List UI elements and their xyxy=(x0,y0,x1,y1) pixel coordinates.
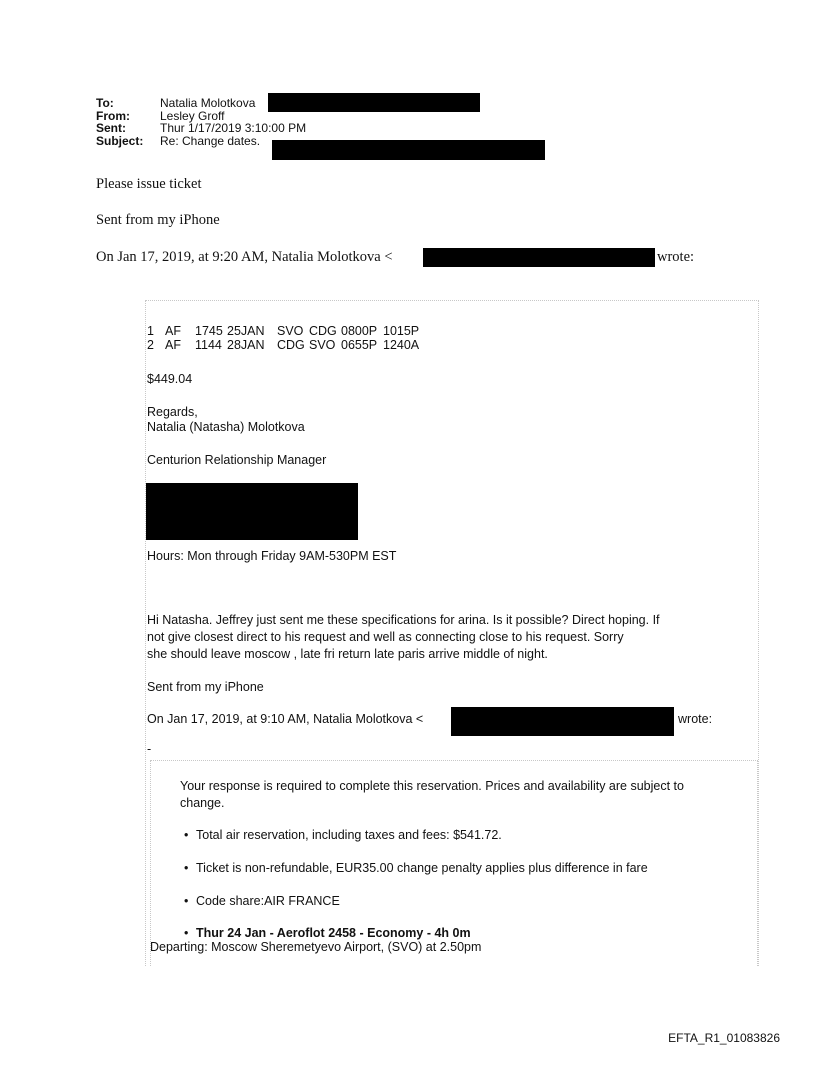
quoted-hours: Hours: Mon through Friday 9AM-530PM EST xyxy=(147,549,397,563)
bullet-item: • Code share:AIR FRANCE xyxy=(184,894,340,908)
redaction-contact-block xyxy=(146,483,358,540)
redaction-quote-email xyxy=(423,248,655,267)
quoted-signature: Sent from my iPhone xyxy=(147,680,264,694)
to-value: Natalia Molotkova xyxy=(160,96,256,110)
quoted-quote-intro: On Jan 17, 2019, at 9:10 AM, Natalia Molotkova < xyxy=(147,712,424,726)
subject-label: Subject: xyxy=(96,133,144,148)
flight-row: 1 AF 1745 25JAN SVO CDG 0800P 1015P xyxy=(147,324,420,338)
sent-label: Sent: xyxy=(96,121,126,135)
bullet-item: • Ticket is non-refundable, EUR35.00 change penalty applies plus difference in fare xyxy=(184,861,648,875)
reply-quote-wrote: wrote: xyxy=(657,249,695,265)
notice-line: Your response is required to complete this reservation. Prices and availability are subject to xyxy=(180,779,684,793)
document-id: EFTA_R1_01083826 xyxy=(668,1031,780,1045)
from-value: Lesley Groff xyxy=(160,108,225,123)
redaction-subject xyxy=(272,140,545,160)
notice-line: change. xyxy=(180,796,225,810)
quoted-quote-wrote: wrote: xyxy=(678,712,713,726)
flight-heading: • Thur 24 Jan - Aeroflot 2458 - Economy - 4h 0m xyxy=(184,926,471,940)
from-label: From: xyxy=(96,108,130,123)
reply-signature: Sent from my iPhone xyxy=(96,212,220,228)
quoted-price: $449.04 xyxy=(147,372,193,386)
flight-row: 2 AF 1144 28JAN CDG SVO 0655P 1240A xyxy=(147,338,420,352)
departing-line: Departing: Moscow Sheremetyevo Airport, (SVO) at 2.50pm xyxy=(150,940,482,954)
message-line: she should leave moscow , late fri return late paris arrive middle of night. xyxy=(147,647,548,661)
subject-value: Re: Change dates. xyxy=(160,133,261,148)
bullet-item: • Total air reservation, including taxes and fees: $541.72. xyxy=(184,828,502,842)
reply-body: Please issue ticket xyxy=(96,176,202,192)
sent-row xyxy=(96,122,306,135)
sent-value: Thur 1/17/2019 3:10:00 PM xyxy=(160,121,307,135)
quoted-dash: - xyxy=(147,742,152,756)
quoted-sender-title: Centurion Relationship Manager xyxy=(147,453,327,467)
quoted-regards: Regards, xyxy=(147,405,198,419)
message-line: not give closest direct to his request and well as connecting close to his request. Sorry xyxy=(147,630,624,644)
redaction-quoted-email xyxy=(451,707,674,736)
redaction-to-email xyxy=(268,93,480,112)
message-line: Hi Natasha. Jeffrey just sent me these specifications for arina. Is it possible? Direct hoping. If xyxy=(147,613,660,627)
reply-quote-intro: On Jan 17, 2019, at 9:20 AM, Natalia Molotkova < xyxy=(96,249,393,265)
to-label: To: xyxy=(96,96,114,110)
quoted-sender-name: Natalia (Natasha) Molotkova xyxy=(147,420,305,434)
